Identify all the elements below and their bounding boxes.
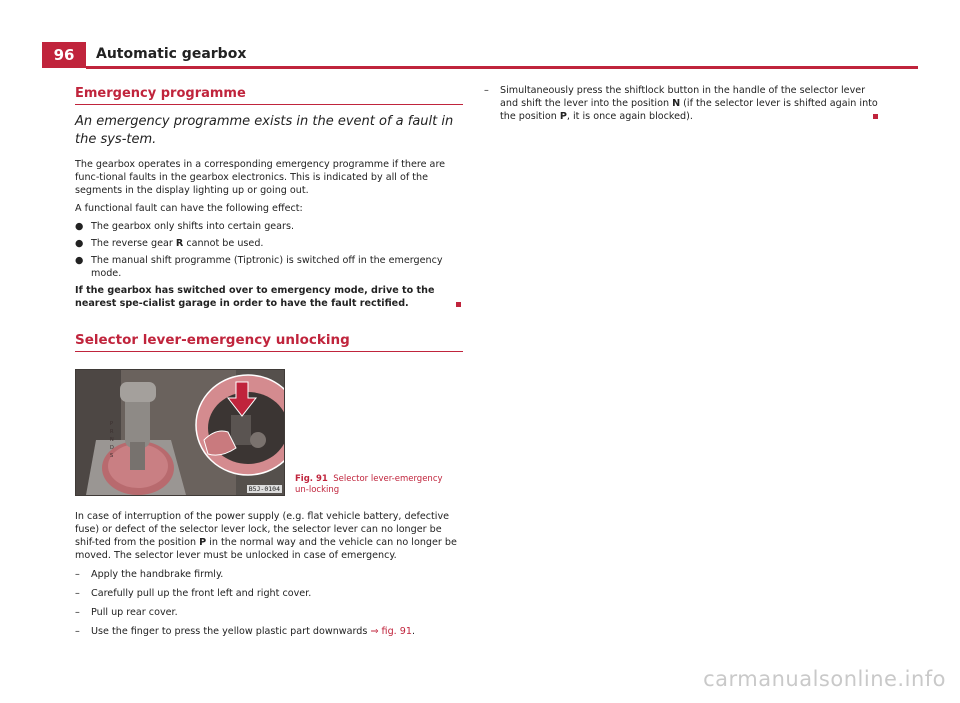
section-end-icon bbox=[456, 302, 461, 307]
bullet-icon: ● bbox=[75, 238, 84, 249]
step-item: – Apply the handbrake firmly. bbox=[75, 569, 224, 580]
paragraph: The gearbox operates in a corresponding emergency programme if there are func-tional faults in the gearbox electronics. This is indicated by all of the segments in the display lighting up or going out. bbox=[75, 159, 446, 196]
list-item-text: The gearbox only shifts into certain gears. bbox=[91, 221, 295, 232]
figure-caption: Fig. 91 Selector lever-emergency un-locking bbox=[295, 474, 443, 495]
watermark: carmanualsonline.info bbox=[703, 667, 946, 691]
bullet-icon: ● bbox=[75, 221, 84, 232]
gear-letter: N bbox=[110, 437, 114, 443]
chapter-title: Automatic gearbox bbox=[96, 46, 247, 62]
header-rule bbox=[86, 66, 918, 69]
step-item: – Use the finger to press the yellow plastic part downwards ⇒ fig. 91. bbox=[75, 626, 416, 637]
left-column bbox=[75, 86, 463, 644]
section-heading-emergency: Emergency programme bbox=[75, 86, 463, 105]
figure-image bbox=[75, 369, 285, 496]
bold-note: If the gearbox has switched over to emergency mode, drive to the nearest spe-cialist garage in order to have the fault rectified. bbox=[75, 284, 463, 310]
paragraph: In case of interruption of the power supply (e.g. flat vehicle battery, defective fuse) or defect of the selector lever lock, the selector lever can no longer be shif-ted from the position P in the normal way and the vehicle can no longer be moved. The selector lever must be unlocked in case of emergency. bbox=[75, 511, 457, 561]
intro-text: An emergency programme exists in the event of a fault in the sys-tem. bbox=[75, 114, 454, 147]
step-text: Simultaneously press the shiftlock button in the handle of the selector lever and shift the lever into the position N (if the selector lever is shifted again into the position P, it is once again blocked). bbox=[500, 85, 878, 122]
paragraph: A functional fault can have the following effect: bbox=[75, 203, 303, 214]
right-column bbox=[484, 84, 878, 123]
list-item bbox=[75, 220, 463, 233]
selector-lever-illustration bbox=[76, 370, 284, 495]
list-item bbox=[75, 237, 463, 250]
figure-row bbox=[75, 369, 463, 496]
list-item-text: The reverse gear R cannot be used. bbox=[91, 238, 264, 249]
gear-letter: S bbox=[110, 453, 114, 459]
section-heading-unlocking: Selector lever-emergency unlocking bbox=[75, 332, 463, 352]
step-item: – Simultaneously press the shiftlock button in the handle of the selector lever and shift the lever into the position N (if the selector lever is shifted again into the position P, it is once again blocked). bbox=[484, 85, 878, 122]
section-end-icon bbox=[873, 114, 878, 119]
list-item bbox=[75, 254, 463, 280]
figure-link[interactable]: ⇒ fig. 91 bbox=[370, 626, 412, 637]
page-number: 96 bbox=[42, 42, 86, 68]
step-item: – Pull up rear cover. bbox=[75, 607, 178, 618]
figure-code: B5J-0104 bbox=[248, 485, 280, 493]
gear-letter: R bbox=[110, 429, 114, 435]
gear-letter: D bbox=[110, 445, 114, 451]
step-item: – Carefully pull up the front left and right cover. bbox=[75, 588, 312, 599]
gear-letter: P bbox=[110, 421, 114, 427]
bullet-icon: ● bbox=[75, 255, 84, 266]
list-item-text: The manual shift programme (Tiptronic) is switched off in the emergency mode. bbox=[91, 255, 443, 279]
